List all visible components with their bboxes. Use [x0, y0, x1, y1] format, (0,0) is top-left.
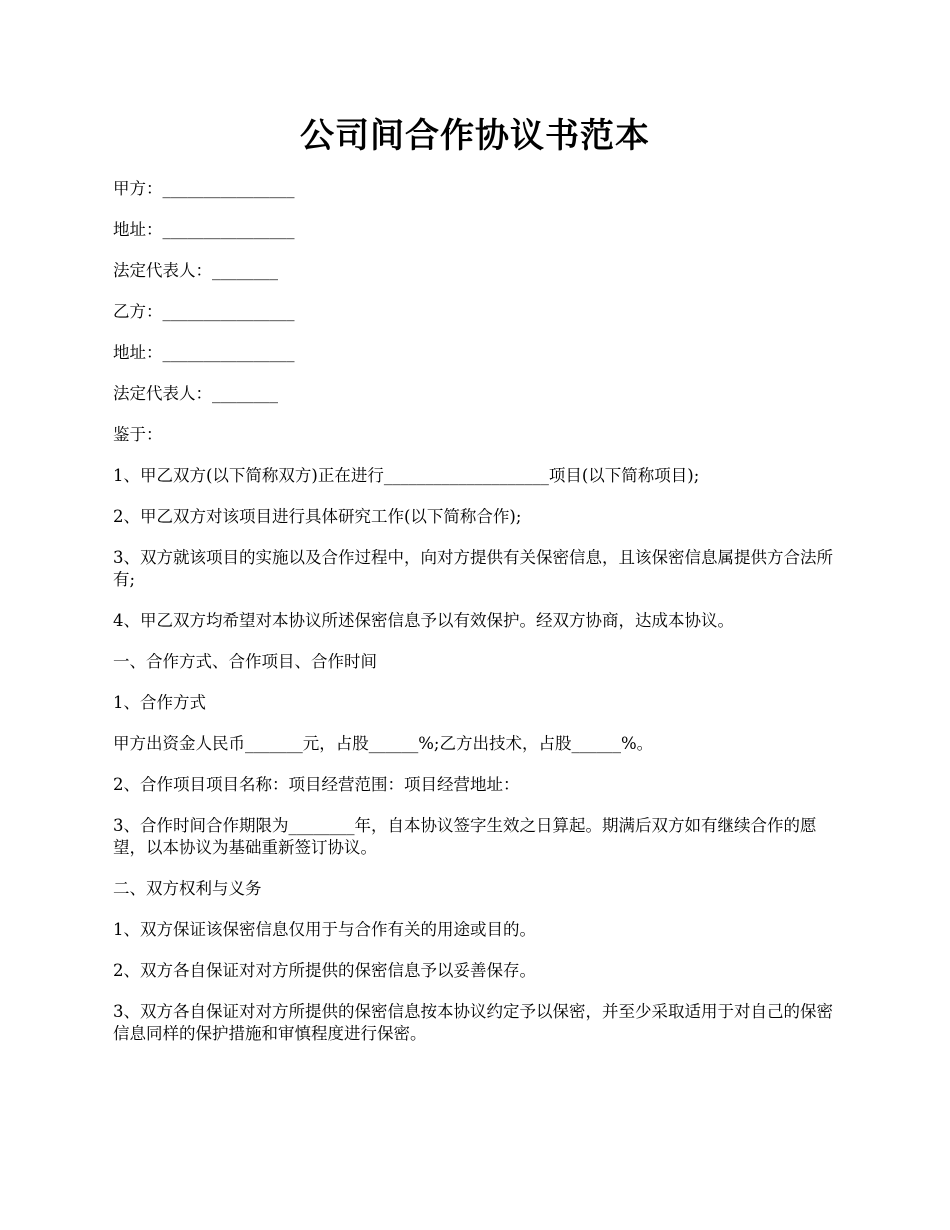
- whereas-clause-4: 4、甲乙双方均希望对本协议所述保密信息予以有效保护。经双方协商，达成本协议。: [113, 611, 734, 630]
- section-1-3-text: 3、合作时间合作期限为________年，自本协议签字生效之日算起。期满后双方如有继续合作的愿望，以本协议为基础重新签订协议。: [113, 816, 817, 857]
- party-a-field: 甲方：________________: [113, 179, 295, 198]
- section-2-3-text: 3、双方各自保证对对方所提供的保密信息按本协议约定予以保密，并至少采取适用于对自己的保密信息同样的保护措施和审慎程度进行保密。: [113, 1002, 833, 1043]
- party-b-address-field: 地址：________________: [113, 343, 295, 362]
- whereas-clause-2: 2、甲乙双方对该项目进行具体研究工作(以下简称合作);: [113, 507, 522, 526]
- whereas-clause-1: 1、甲乙双方(以下简称双方)正在进行____________________项目(以下简称项目);: [113, 466, 700, 485]
- section-1-1-heading: 1、合作方式: [113, 693, 206, 712]
- section-1-1-text: 甲方出资金人民币_______元，占股______%;乙方出技术，占股______%。: [113, 734, 654, 753]
- section-2-1-text: 1、双方保证该保密信息仅用于与合作有关的用途或目的。: [113, 920, 536, 939]
- section-2-heading: 二、双方权利与义务: [113, 879, 262, 898]
- section-2-2-text: 2、双方各自保证对对方所提供的保密信息予以妥善保存。: [113, 961, 536, 980]
- party-a-representative-field: 法定代表人：________: [113, 261, 278, 280]
- document-title: 公司间合作协议书范本: [300, 116, 650, 156]
- document-body: [113, 178, 833, 1064]
- section-1-heading: 一、合作方式、合作项目、合作时间: [113, 652, 377, 671]
- section-1-2-text: 2、合作项目项目名称：项目经营范围：项目经营地址：: [113, 775, 520, 794]
- whereas-clause-3: 3、双方就该项目的实施以及合作过程中，向对方提供有关保密信息，且该保密信息属提供方合法所有;: [113, 548, 833, 589]
- party-b-field: 乙方：________________: [113, 302, 295, 321]
- whereas-heading: 鉴于：: [113, 425, 163, 444]
- party-a-address-field: 地址：________________: [113, 220, 295, 239]
- party-b-representative-field: 法定代表人：________: [113, 384, 278, 403]
